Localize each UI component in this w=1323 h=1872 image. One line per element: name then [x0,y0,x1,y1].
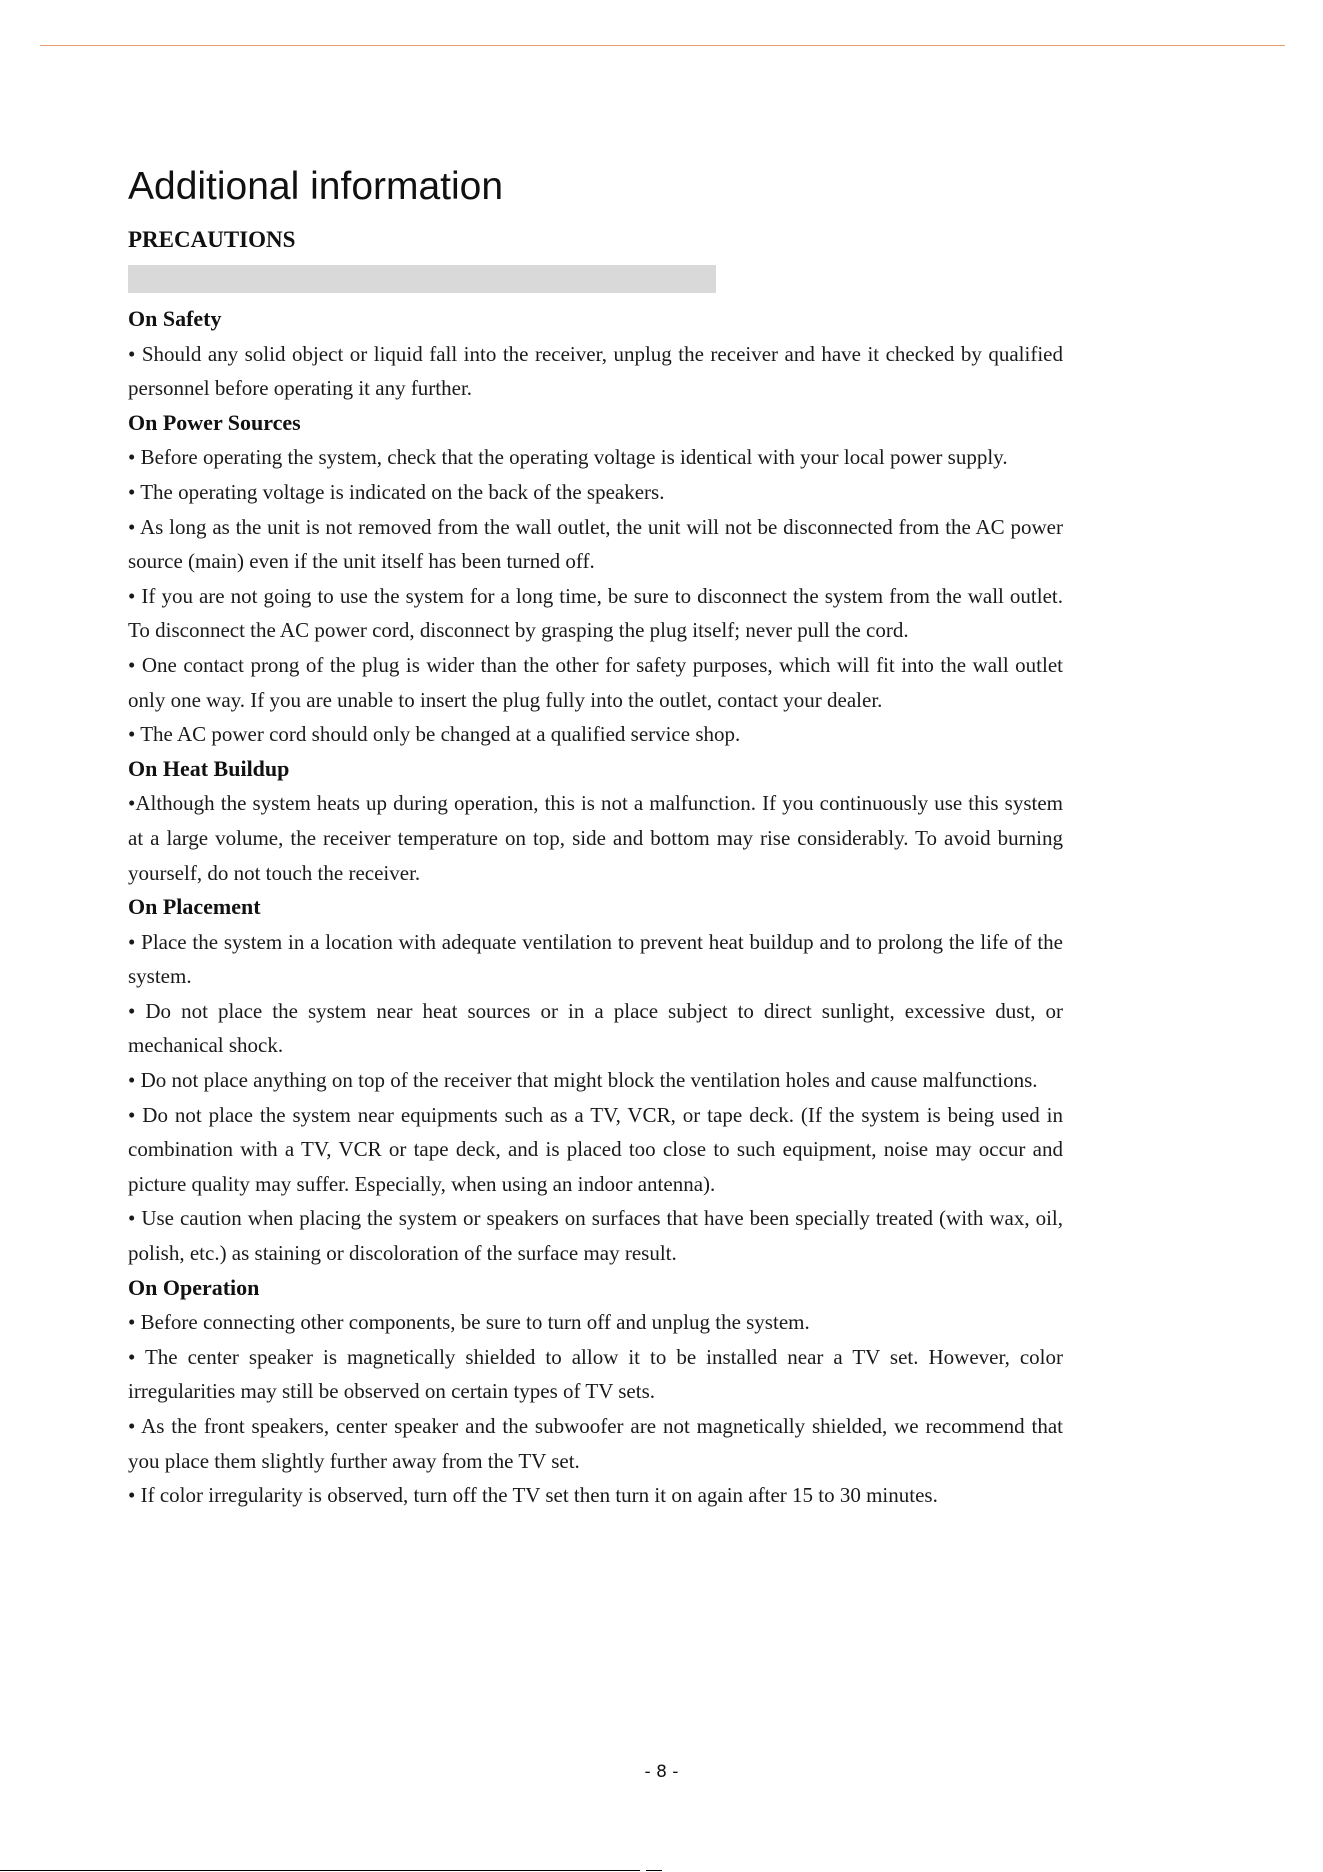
paragraph: • As the front speakers, center speaker and the subwoofer are not magnetically shielded, we recommend that you place them slightly further away from the TV set. [128,1414,1063,1473]
paragraph: • Should any solid object or liquid fall into the receiver, unplug the receiver and have it checked by qualified personnel before operating it any further. [128,341,1063,401]
page-number: - 8 - [644,1762,679,1782]
section-heading: On Heat Buildup [128,755,290,781]
paragraph: • If you are not going to use the system for a long time, be sure to disconnect the system from the wall outlet. To disconnect the AC power cord, disconnect by grasping the plug itself; never pull the cord. [128,583,1063,643]
section-heat-buildup [128,752,1063,890]
paragraph: • Before connecting other components, be sure to turn off and unplug the system. [128,1310,810,1335]
section-heading: On Placement [128,894,261,920]
paragraph: • The AC power cord should only be changed at a qualified service shop. [128,722,741,747]
paragraph: •Although the system heats up during operation, this is not a malfunction. If you continuously use this system at a large volume, the receiver temperature on top, side and bottom may rise considerably. To avoid burning yourself, do not touch the receiver. [128,791,1063,885]
gray-highlight-bar [128,265,716,293]
paragraph: • If color irregularity is observed, turn off the TV set then turn it on again after 15 to 30 minutes. [128,1483,938,1508]
section-heading: On Operation [128,1274,260,1300]
section-safety [128,302,1063,406]
section-heading: On Power Sources [128,409,301,435]
section-heading: On Safety [128,306,222,331]
section-power-sources [128,406,1063,752]
paragraph: • One contact prong of the plug is wider than the other for safety purposes, which will fit into the wall outlet only one way. If you are unable to insert the plug fully into the outlet, contact your dealer. [128,652,1063,712]
section-subtitle: PRECAUTIONS [128,227,296,252]
paragraph: • The center speaker is magnetically shielded to allow it to be installed near a TV set. However, color irregularities may still be observed on certain types of TV sets. [128,1344,1063,1404]
header-rule [40,45,1285,46]
paragraph: • As long as the unit is not removed from the wall outlet, the unit will not be disconnected from the AC power source (main) even if the unit itself has been turned off. [128,514,1063,574]
section-operation [128,1271,1063,1513]
section-placement [128,890,1063,1271]
document-page [128,162,1063,1513]
paragraph: • Use caution when placing the system or speakers on surfaces that have been specially treated (with wax, oil, polish, etc.) as staining or discoloration of the surface may result. [128,1206,1063,1266]
paragraph: • Do not place the system near heat sources or in a place subject to direct sunlight, excessive dust, or mechanical shock. [128,998,1063,1058]
page-title: Additional information [128,165,504,208]
precautions-body [128,302,1063,1513]
paragraph: • Before operating the system, check that the operating voltage is identical with your local power supply. [128,445,1008,470]
footer-rule [0,1870,640,1871]
paragraph: • Do not place the system near equipments such as a TV, VCR, or tape deck. (If the system is being used in combination with a TV, VCR or tape deck, and is placed too close to such equipment, noise may occur and picture quality may suffer. Especially, when using an indoor antenna). [128,1102,1063,1196]
paragraph: • Place the system in a location with adequate ventilation to prevent heat buildup and to prolong the life of the system. [128,929,1063,989]
paragraph: • Do not place anything on top of the receiver that might block the ventilation holes and cause malfunctions. [128,1068,1038,1093]
paragraph: • The operating voltage is indicated on the back of the speakers. [128,479,665,504]
footer-rule-segment [646,1870,662,1871]
